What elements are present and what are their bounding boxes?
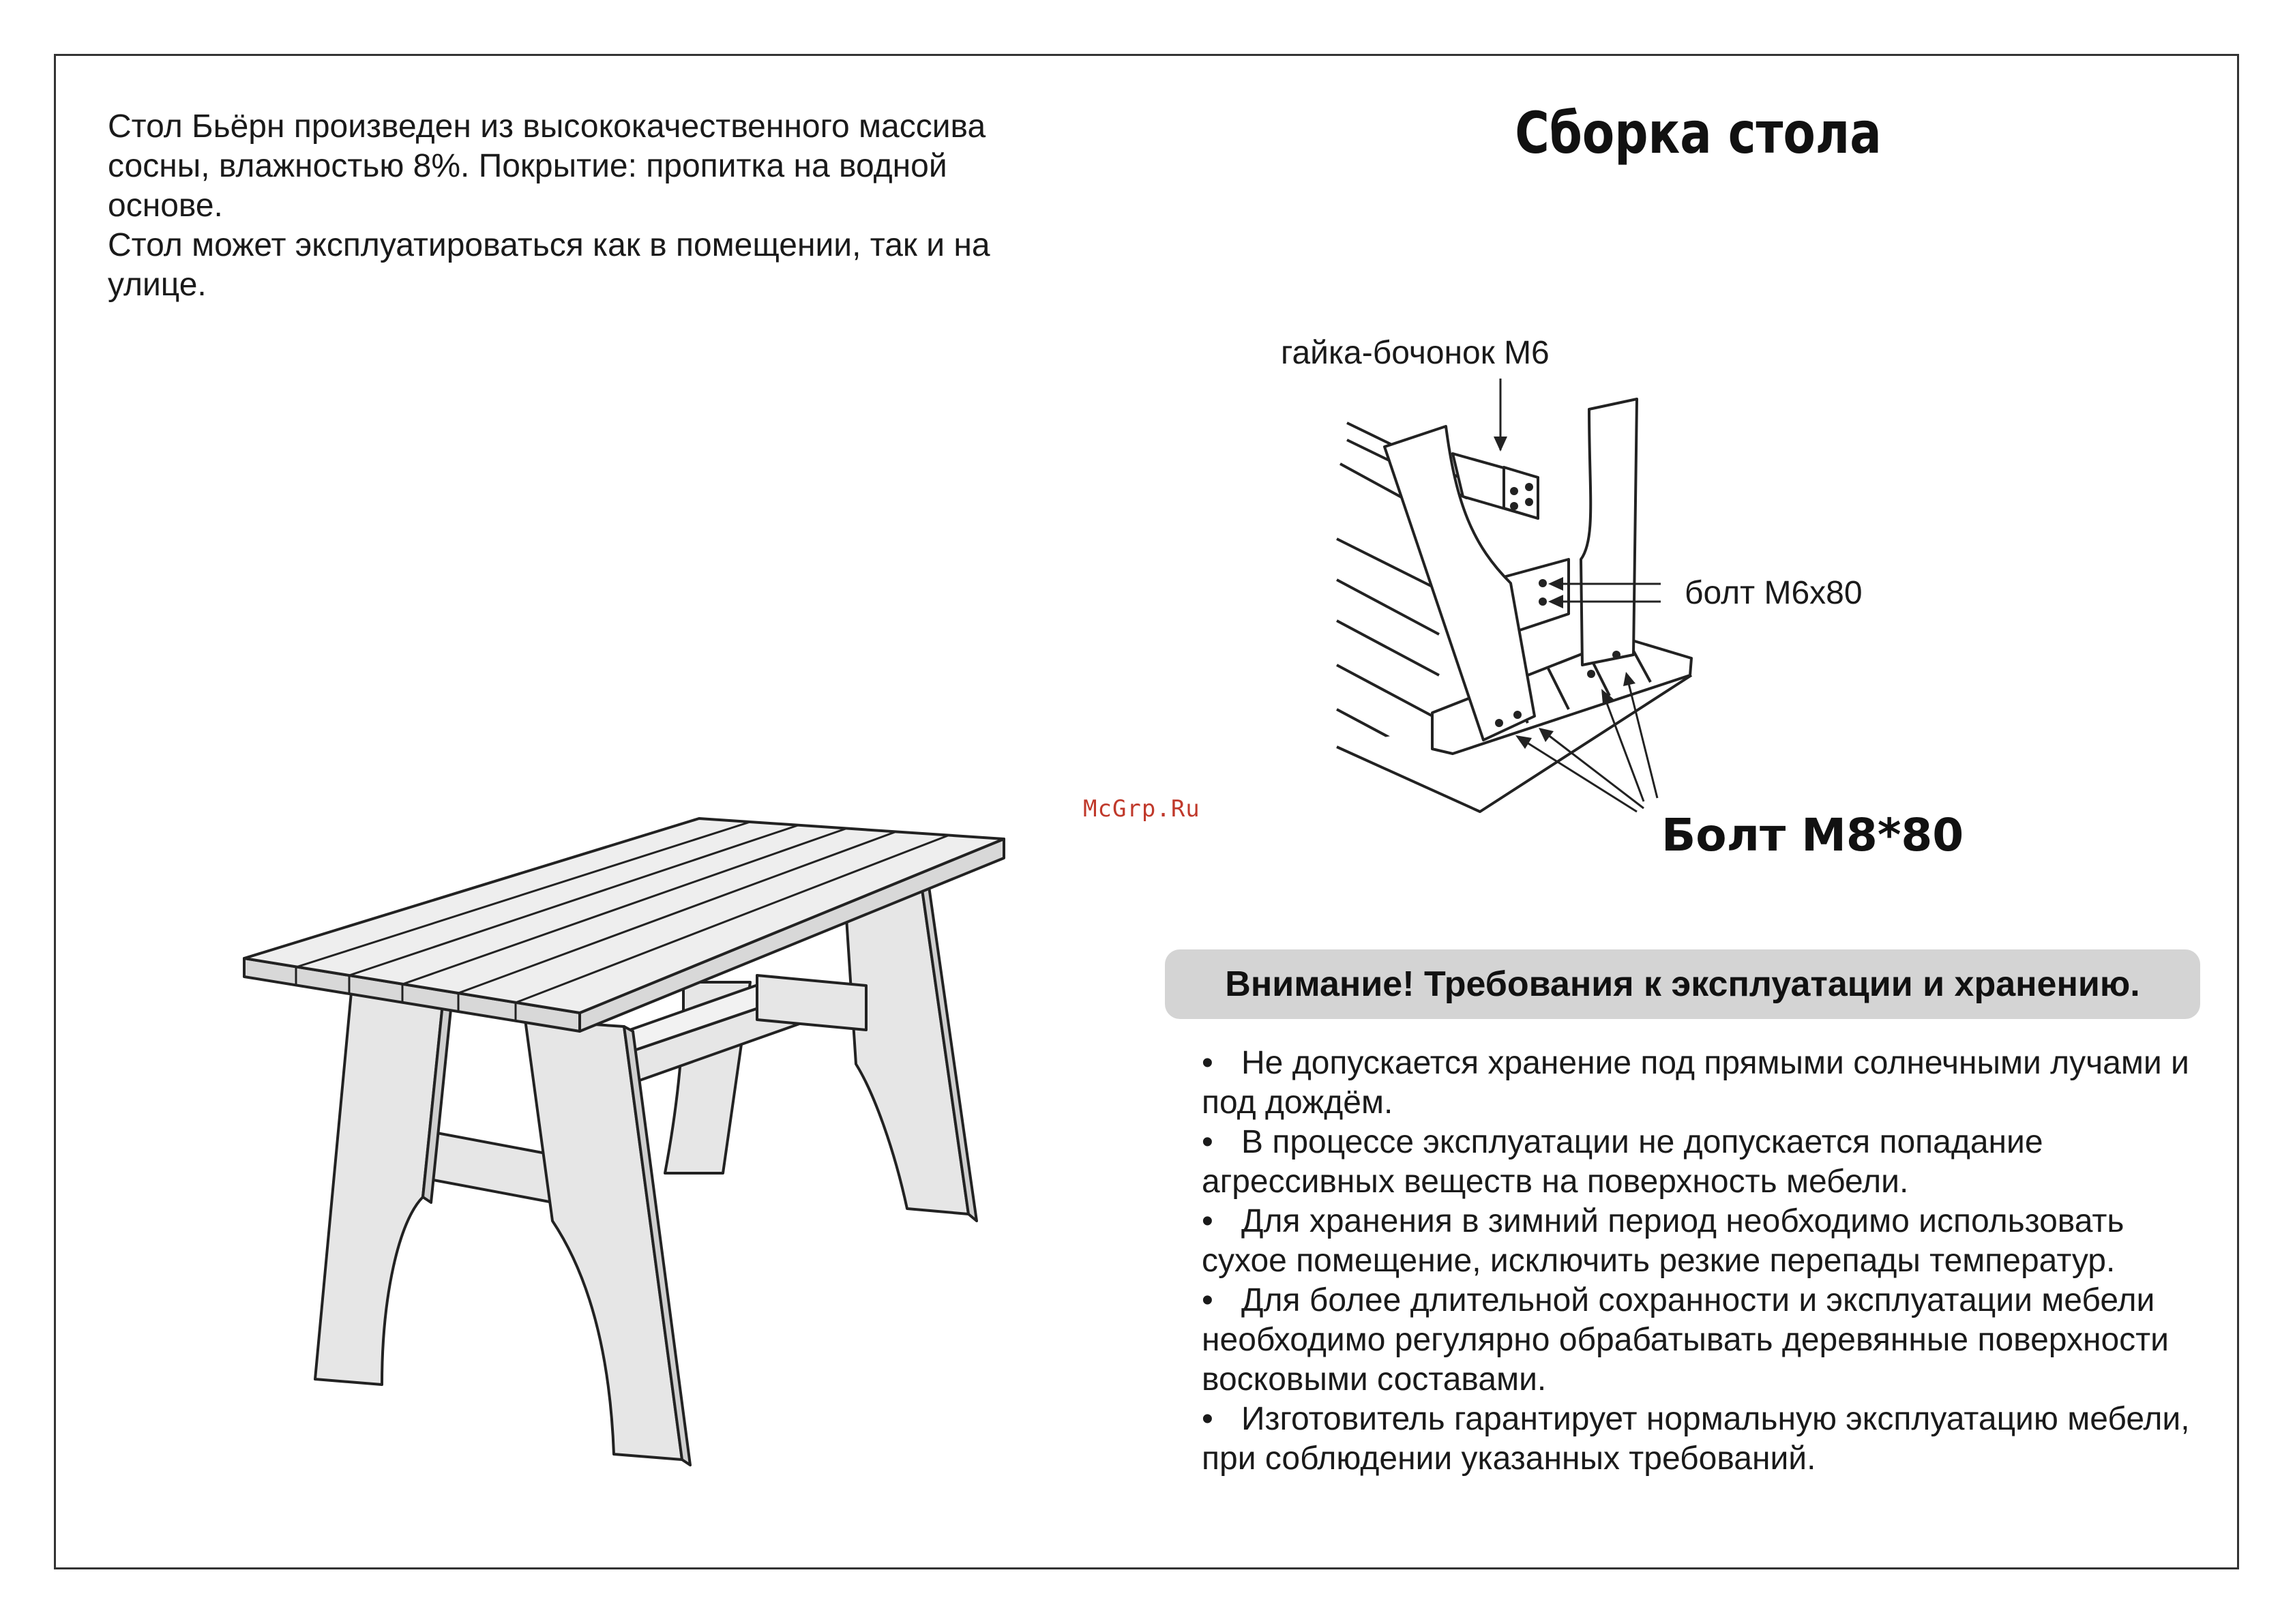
page-title: Сборка стола: [1515, 100, 1882, 166]
bullet-icon: •: [1202, 1045, 1213, 1081]
tabletop-plank: [1337, 621, 1439, 675]
tabletop-plank: [1337, 580, 1439, 634]
assembly-leg-right: [1581, 399, 1637, 665]
list-item: • Для хранения в зимний период необходимо использовать сухое помещение, исключить резкие перепады температур.: [1202, 1203, 2124, 1279]
warning-list: [1202, 1044, 2204, 1479]
tabletop-plank: [1337, 665, 1439, 720]
arrow-bolt-m8: [1541, 730, 1644, 808]
watermark-text: McGrp.Ru: [1083, 795, 1200, 823]
description-paragraph-1: Стол Бьёрн произведен из высококачественного массива сосны, влажностью 8%. Покрытие: пропитка на водной основе.: [108, 108, 986, 224]
description-paragraph-2: Стол может эксплуатироваться как в помещении, так и на улице.: [108, 227, 990, 303]
list-item: • Изготовитель гарантирует нормальную эксплуатацию мебели, при соблюдении указанных требований.: [1202, 1401, 2190, 1477]
cross-beam-end: [1504, 467, 1538, 518]
list-item: • Не допускается хранение под прямыми солнечными лучами и под дождём.: [1202, 1045, 2189, 1121]
list-item: • Для более длительной сохранности и эксплуатации мебели необходимо регулярно обрабатывать деревянные поверхности восковыми составами.: [1202, 1282, 2169, 1398]
warning-heading: Внимание! Требования к эксплуатации и хранению.: [1165, 949, 2200, 1019]
bullet-icon: •: [1202, 1282, 1213, 1318]
label-bolt-m6: болт М6х80: [1685, 575, 1863, 611]
list-item: • В процессе эксплуатации не допускается попадание агрессивных веществ на поверхность мебели.: [1202, 1124, 2043, 1200]
bullet-icon: •: [1202, 1401, 1213, 1437]
bullet-icon: •: [1202, 1124, 1213, 1160]
label-bolt-m8: Болт М8*80: [1661, 809, 1964, 861]
arrowhead: [1494, 437, 1507, 452]
bullet-icon: •: [1202, 1203, 1213, 1239]
label-barrel-nut: гайка-бочонок М6: [1281, 335, 1550, 371]
